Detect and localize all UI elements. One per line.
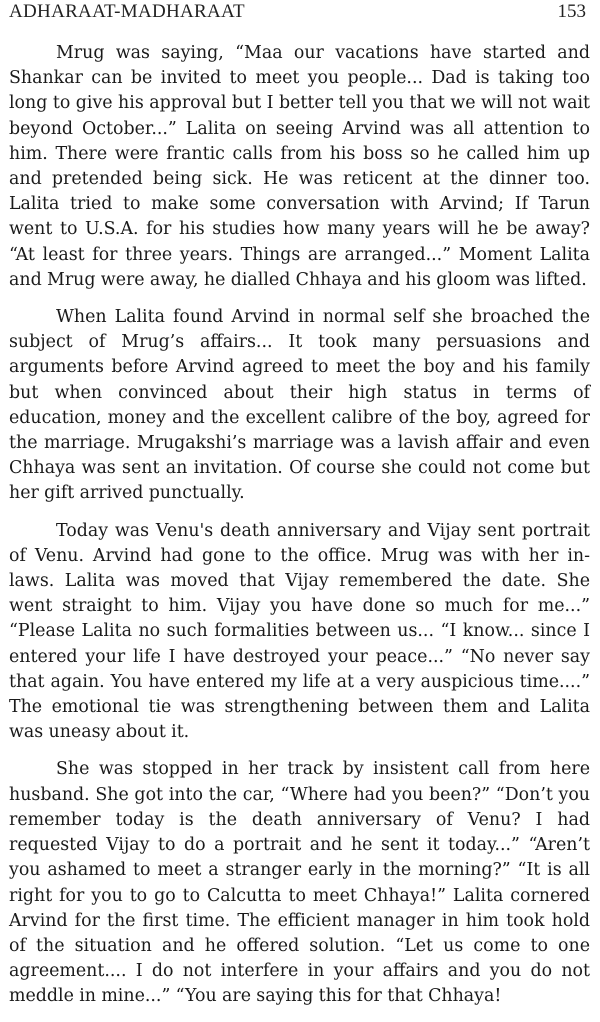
paragraph: Mrug was saying, “Maa our vacations have started and Shankar can be invited to meet you people... Dad is taking too long to give his approval but I better tell you that we will not wait beyond October...” Lalita on seeing Arvind was all attention to him. There were frantic calls from his boss so he called him up and pretended being sick. He was reticent at the dinner too. Lalita tried to make some conversation with Arvind; If Tarun went to U.S.A. for his studies how many years will he be away? “At least for three years. Things are arranged...” Moment Lalita and Mrug were away, he dialled Chhaya and his gloom was lifted. [9,43,590,290]
page-number: 153 [557,1,586,22]
running-title: ADHARAAT-MADHARAAT [9,1,245,22]
paragraph: Today was Venu's death anniversary and Vijay sent portrait of Venu. Arvind had gone to the office. Mrug was with her in-laws. Lalita was moved that Vijay remembered the date. She went straight to him. Vijay you have done so much for me...” “Please Lalita no such formalities between us... “I know... since I entered your life I have destroyed your peace...” “No never say that again. You have entered my life at a very auspicious time....” The emotional tie was strengthening between them and Lalita was uneasy about it. [9,520,590,743]
paragraph: She was stopped in her track by insistent call from here husband. She got into the car, “Where had you been?” “Don’t you remember today is the death anniversary of Venu? I had requested Vijay to do a portrait and he sent it today...” “Aren’t you ashamed to meet a stranger early in the morning?” “It is all right for you to go to Calcutta to meet Chhaya!” Lalita cornered Arvind for the first time. The efficient manager in him took hold of the situation and he offered solution. “Let us come to one agreement.... I do not interfere in your affairs and you do not meddle in mine...” “You are saying this for that Chhaya! [9,759,590,1007]
body-text [9,41,590,1022]
running-header [9,0,586,24]
paragraph: When Lalita found Arvind in normal self she broached the subject of Mrug’s affairs... It took many persuasions and arguments before Arvind agreed to meet the boy and his family but when convinced about their high status in terms of education, money and the excellent calibre of the boy, agreed for the marriage. Mrugakshi’s marriage was a lavish affair and even Chhaya was sent an invitation. Of course she could not come but her gift arrived punctually. [9,307,590,504]
